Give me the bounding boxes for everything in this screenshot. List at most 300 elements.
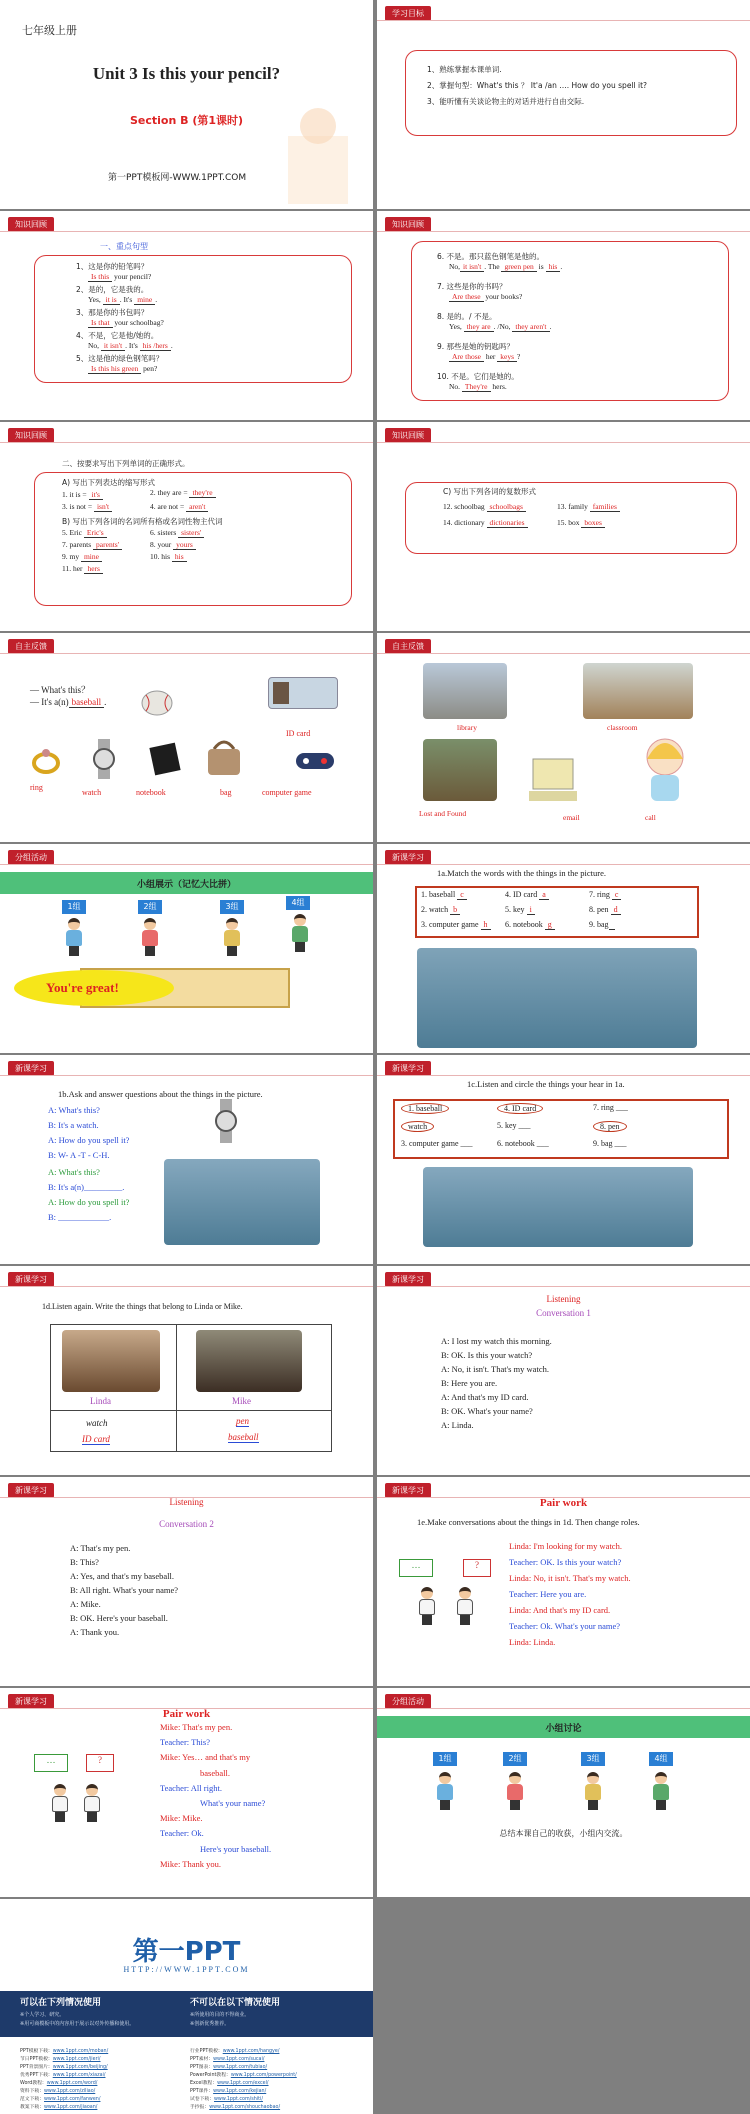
answer-blank: keys <box>497 352 517 362</box>
student-figure <box>50 1784 70 1822</box>
answer-blank: they are <box>464 322 494 332</box>
item-word: 7. ring <box>589 890 612 899</box>
sentence-en <box>88 272 151 281</box>
link-item[interactable] <box>190 2087 266 2094</box>
item-prompt: 6. sisters <box>150 528 179 537</box>
section-tag: 新课学习 <box>8 1272 54 1287</box>
exercise-item <box>443 518 528 527</box>
sentence-part: is <box>536 262 546 271</box>
item-prompt: 8. your <box>150 540 174 549</box>
answer-blank: a <box>539 890 549 900</box>
group-number: 1组 <box>62 900 86 914</box>
section-tag: 学习目标 <box>385 6 431 21</box>
id-card-image <box>268 677 338 709</box>
phone-girl-illustration <box>633 729 697 809</box>
sentence-part: hers. <box>490 382 507 391</box>
match-item <box>589 920 615 929</box>
answer-blank: schoolbags <box>487 502 526 512</box>
tag-divider <box>0 231 373 232</box>
section-tag: 新课学习 <box>385 1061 431 1076</box>
link-label: 教案下载： <box>20 2105 44 2110</box>
item-label: ring <box>30 783 43 792</box>
conversation-line: B: All right. What's your name? <box>70 1585 179 1595</box>
dialogue-line: A: How do you spell it? <box>48 1135 130 1145</box>
site-label: 第一PPT模板网-WWW.1PPT.COM <box>108 173 247 183</box>
slide-18-discussion[interactable] <box>377 1688 750 1897</box>
slide-5-review[interactable] <box>0 422 373 631</box>
section-tag: 知识回顾 <box>8 217 54 232</box>
circle-item: 3. computer game ___ <box>401 1139 473 1148</box>
match-item <box>421 920 491 929</box>
item-label: notebook <box>136 788 166 797</box>
computer-game-image <box>292 745 338 775</box>
person-name: Linda <box>90 1396 111 1406</box>
match-item <box>505 890 549 899</box>
match-item <box>421 890 467 899</box>
answer-blank: i <box>527 905 535 915</box>
item-prompt: 13. family <box>557 502 590 511</box>
conversation-line: A: And that's my ID card. <box>441 1392 529 1402</box>
section-tag: 自主反馈 <box>385 639 431 654</box>
slide-1-title[interactable] <box>0 0 373 209</box>
answer-blank: parents' <box>93 540 122 550</box>
link-url[interactable]: www.1ppt.com/xiazai/ <box>52 2073 106 2078</box>
exercise-title: 1d.Listen again. Write the things that belong to Linda or Mike. <box>42 1302 243 1311</box>
dialogue-line: Teacher: OK. Is this your watch? <box>509 1557 622 1567</box>
link-url[interactable]: www.1ppt.com/hangye/ <box>222 2049 280 2054</box>
brand-logo: 第一PPT <box>132 1937 241 1967</box>
item-word: 9. bag <box>589 920 609 929</box>
conversation-line: B: Here you are. <box>441 1378 498 1388</box>
sentence-en <box>449 292 522 301</box>
link-item[interactable] <box>20 2063 108 2070</box>
exercise-item <box>557 502 620 511</box>
slide-11-1b[interactable] <box>0 1055 373 1264</box>
answer-blank: Are those <box>449 352 484 362</box>
sentence-part: her <box>483 352 498 361</box>
ring-image <box>30 747 62 775</box>
classroom-photo <box>583 663 693 719</box>
answer-blank: they aren't <box>512 322 549 332</box>
dialogue-line: A: How do you spell it? <box>48 1197 130 1207</box>
exercise-title: 1c.Listen and circle the things your hear in 1a. <box>467 1079 625 1089</box>
tag-divider <box>0 1286 373 1287</box>
link-label: 试卷下载： <box>190 2097 214 2102</box>
link-url[interactable]: www.1ppt.com/word/ <box>46 2081 98 2086</box>
sentence-part: your schoolbag? <box>112 318 164 327</box>
student-figure <box>583 1772 603 1810</box>
link-label: PPT课件： <box>190 2089 214 2094</box>
exercise-item <box>62 502 112 511</box>
conversation-line: B: OK. Is this your watch? <box>441 1350 533 1360</box>
sentence-part: . It's <box>119 295 135 304</box>
link-url[interactable]: www.1ppt.com/shouchaobao/ <box>209 2105 281 2110</box>
teacher-illustration <box>268 96 358 206</box>
sentence-part: . <box>549 322 552 331</box>
circle-item: 4. ID card <box>497 1103 543 1114</box>
answer-blank: c <box>457 890 467 900</box>
answer-blank: mine <box>134 295 155 305</box>
exercise-item <box>557 518 605 527</box>
section-tag: 分组活动 <box>385 1694 431 1709</box>
slide-17-pairwork[interactable] <box>0 1688 373 1897</box>
answer-blank: it is <box>103 295 120 305</box>
belonging-item: watch <box>86 1418 108 1428</box>
link-item[interactable] <box>20 2079 97 2086</box>
conversation-line: A: No, it isn't. That's my watch. <box>441 1364 549 1374</box>
baseball-image <box>140 689 174 717</box>
item-prompt: 12. schoolbag <box>443 502 487 511</box>
sentence-cn: 1、这是你的铅笔吗？ <box>76 262 149 271</box>
item-prompt: 7. parents <box>62 540 94 549</box>
answer-blank: c <box>612 890 622 900</box>
link-item[interactable] <box>20 2087 95 2094</box>
dialogue-line: Teacher: Ok. What's your name? <box>509 1621 620 1631</box>
speech-bubble: … <box>399 1559 433 1577</box>
tag-divider <box>377 20 750 21</box>
sentence-part: Yes, <box>88 295 103 304</box>
answer-blank: they're <box>189 488 215 498</box>
sentence-en <box>88 295 157 304</box>
student-figure <box>455 1587 475 1625</box>
grade-label: 七年级上册 <box>22 24 77 37</box>
link-label: PPT图表： <box>190 2065 214 2070</box>
place-label: classroom <box>607 723 638 732</box>
match-item <box>505 905 535 914</box>
answer-blank: Are these <box>449 292 484 302</box>
section-tag: 新课学习 <box>385 850 431 865</box>
slide-13-1d[interactable] <box>0 1266 373 1475</box>
dialogue-line: A: What's this? <box>48 1167 100 1177</box>
link-url[interactable]: www.1ppt.com/ziliao/ <box>44 2089 96 2094</box>
student-figure <box>417 1587 437 1625</box>
slide-2-goals[interactable] <box>377 0 750 209</box>
dialogue-line: Teacher: Ok. <box>160 1828 204 1839</box>
link-item[interactable] <box>190 2063 267 2070</box>
answer-blank: Eric's <box>84 528 107 538</box>
place-label: call <box>645 813 656 822</box>
slide-19-credits[interactable] <box>0 1899 373 2114</box>
sentence-cn: 8. 是的。/ 不是。 <box>437 312 497 321</box>
goal-line: 1、熟练掌握本课单词. <box>427 65 502 74</box>
dialogue-line: What's your name? <box>200 1798 266 1808</box>
group-number: 1组 <box>433 1752 457 1766</box>
dialogue-line: Mike: Yes… and that's my <box>160 1752 251 1763</box>
answer-blank: Is this <box>88 272 112 282</box>
sentence-cn: 2、是的，它是我的。 <box>76 285 149 294</box>
person-name: Mike <box>232 1396 251 1406</box>
answer-blank: his <box>546 262 561 272</box>
sentence-en <box>449 262 562 271</box>
slide-7-feedback[interactable] <box>0 633 373 842</box>
tag-divider <box>377 1286 750 1287</box>
listening-heading: Listening <box>169 1497 204 1507</box>
goal-line: 2、掌握句型：What's this ？ It'a /an …. How do you spell it? <box>427 81 647 90</box>
link-item[interactable] <box>190 2047 279 2054</box>
answer-blank: it isn't <box>101 341 125 351</box>
dialogue-line: Linda: No, it isn't. That's my watch. <box>509 1573 631 1583</box>
place-label: library <box>457 723 477 732</box>
exercise-heading: 二、按要求写出下列单词的正确形式。 <box>62 459 190 468</box>
link-url[interactable]: www.1ppt.com/moban/ <box>52 2049 109 2054</box>
sentence-en <box>449 352 520 361</box>
group-number: 3组 <box>581 1752 605 1766</box>
lesson-title: Unit 3 Is this your pencil? <box>92 64 281 83</box>
item-prompt: 11. her <box>62 564 85 573</box>
circle-item: 7. ring ___ <box>593 1103 628 1112</box>
student-figure <box>505 1772 525 1810</box>
dialogue-line: Teacher: Here you are. <box>509 1589 587 1599</box>
slide-6-review[interactable] <box>377 422 750 631</box>
answer-blank: d <box>611 905 621 915</box>
slide-8-feedback[interactable] <box>377 633 750 842</box>
circle-item: 1. baseball <box>401 1103 449 1114</box>
link-url[interactable]: www.1ppt.com/fanwen/ <box>44 2097 101 2102</box>
link-label: Word教程： <box>20 2081 47 2086</box>
answer-prefix: — It's a(n) <box>30 697 69 707</box>
conversation-line: A: I lost my watch this morning. <box>441 1336 552 1346</box>
items-picture <box>417 948 697 1048</box>
sentence-part: . <box>155 295 158 304</box>
speech-bubble: ? <box>463 1559 491 1577</box>
item-prompt: 15. box <box>557 518 582 527</box>
dialogue-line: Mike: That's my pen. <box>160 1722 233 1732</box>
dialogue-line: B: ____________. <box>48 1212 112 1222</box>
group-number: 4组 <box>286 896 310 910</box>
tag-divider <box>377 653 750 654</box>
discussion-text: 总结本课自己的收获，小组内交流。 <box>499 1829 628 1838</box>
linda-photo <box>62 1330 160 1392</box>
empty-cell <box>377 1899 750 2114</box>
item-word: 4. ID card <box>505 890 540 899</box>
link-label: 范文下载： <box>20 2097 44 2102</box>
dialogue-line: baseball. <box>200 1767 230 1778</box>
link-item[interactable] <box>190 2071 297 2078</box>
speech-bubble: … <box>34 1754 68 1772</box>
bag-image <box>202 735 246 779</box>
circle-item: 8. pen <box>593 1121 627 1132</box>
tag-divider <box>0 864 373 865</box>
sentence-cn: 9. 那些是她的钥匙吗？ <box>437 342 515 351</box>
answer-text <box>30 697 106 707</box>
sentence-part: . It's <box>125 341 140 350</box>
table-divider <box>50 1410 332 1411</box>
circle-item: 5. key ___ <box>497 1121 531 1130</box>
item-word: 6. notebook <box>505 920 545 929</box>
link-label: 资料下载： <box>20 2089 44 2094</box>
slide-16-pairwork[interactable] <box>377 1477 750 1686</box>
link-item[interactable] <box>190 2079 269 2086</box>
link-url[interactable]: www.1ppt.com/jiaoan/ <box>44 2105 98 2110</box>
sentence-part: . /No, <box>493 322 513 331</box>
circle-item: 6. notebook ___ <box>497 1139 549 1148</box>
belonging-item: baseball <box>228 1432 259 1442</box>
usage-line: ※个人学习、研究。 <box>20 2012 65 2018</box>
banner-text: 小组展示（记忆大比拼） <box>136 880 236 890</box>
question-text: — What's this？ <box>30 685 90 695</box>
answer-blank: it isn't <box>460 262 484 272</box>
item-label: watch <box>82 788 102 797</box>
conversation-line: A: Mike. <box>70 1599 101 1609</box>
item-word: 2. watch <box>421 905 451 914</box>
link-item[interactable] <box>190 2055 264 2062</box>
dialogue-line: Teacher: All right. <box>160 1782 222 1793</box>
sentence-cn: 10. 不是。它们是她的。 <box>437 372 519 381</box>
place-label: Lost and Found <box>419 809 467 818</box>
match-item <box>589 905 621 914</box>
goals-box <box>405 50 737 136</box>
section-tag: 新课学习 <box>385 1272 431 1287</box>
match-item <box>505 920 555 929</box>
link-item[interactable] <box>190 2103 280 2110</box>
link-label: 优秀PPT下载： <box>20 2073 53 2078</box>
dialogue-line: Here's your baseball. <box>200 1843 272 1854</box>
conversation-line: A: Linda. <box>441 1420 474 1430</box>
lost-and-found-photo <box>423 739 497 801</box>
part-c-title: C) 写出下列各词的复数形式 <box>443 487 537 496</box>
answer-blank: h <box>481 920 491 930</box>
sentence-cn: 5、这是他的绿色钢笔吗？ <box>76 354 164 363</box>
tag-divider <box>0 653 373 654</box>
item-label: bag <box>220 788 232 797</box>
section-tag: 知识回顾 <box>385 217 431 232</box>
tag-divider <box>377 442 750 443</box>
exercise-item <box>62 528 107 537</box>
slide-12-1c[interactable] <box>377 1055 750 1264</box>
answer-blank: yours <box>173 540 196 550</box>
place-label: email <box>563 813 580 822</box>
slide-15-conversation2[interactable] <box>0 1477 373 1686</box>
link-item[interactable] <box>20 2095 100 2102</box>
sentence-part: Yes, <box>449 322 464 331</box>
link-url[interactable]: www.1ppt.com/beijing/ <box>52 2065 108 2070</box>
exercise-item <box>150 528 204 537</box>
circle-item: 9. bag ___ <box>593 1139 627 1148</box>
student-figure <box>435 1772 455 1810</box>
link-url[interactable]: www.1ppt.com/jieri/ <box>52 2057 101 2062</box>
item-prompt: 3. is not = <box>62 502 94 511</box>
answer-suffix: . <box>104 697 107 707</box>
sentence-heading: 一、重点句型 <box>100 242 148 251</box>
item-label: ID card <box>286 729 311 738</box>
section-tag: 新课学习 <box>385 1483 431 1498</box>
link-item[interactable] <box>20 2055 101 2062</box>
watch-image <box>208 1099 244 1143</box>
banner-text: 小组讨论 <box>545 1724 582 1734</box>
slide-10-1a[interactable] <box>377 844 750 1053</box>
dialogue-line: B: W- A -T - C-H. <box>48 1150 110 1160</box>
dialogue-line: B: It's a(n)_________. <box>48 1182 125 1192</box>
answer-blank: baseball <box>69 697 105 708</box>
link-url[interactable]: www.1ppt.com/sucai/ <box>213 2057 265 2062</box>
circle-item: watch <box>401 1121 434 1132</box>
sentence-part: ? <box>517 352 521 361</box>
dialogue-line: Linda: I'm looking for my watch. <box>509 1541 622 1551</box>
exercise-item <box>150 540 196 549</box>
link-label: PPT背景图片： <box>20 2065 53 2070</box>
answer-blank: Is this his green <box>88 364 141 374</box>
slide-3-review[interactable] <box>0 211 373 420</box>
mike-photo <box>196 1330 302 1392</box>
dialogue-line: Mike: Mike. <box>160 1813 203 1824</box>
tag-divider <box>377 1708 750 1709</box>
item-prompt: 1. it is = <box>62 490 89 499</box>
link-label: 手抄报： <box>190 2105 210 2110</box>
slide-14-conversation1[interactable] <box>377 1266 750 1475</box>
usage-line: ※所使用的目的不得商业。 <box>190 2012 250 2018</box>
link-item[interactable] <box>190 2095 263 2102</box>
item-prompt: 14. dictionary <box>443 518 487 527</box>
tag-divider <box>0 442 373 443</box>
belonging-item: ID card <box>82 1434 110 1444</box>
exercise-item <box>150 488 216 497</box>
answer-blank: his <box>172 552 187 562</box>
sentence-cn: 3、那是你的书包吗？ <box>76 308 149 317</box>
link-item[interactable] <box>20 2047 108 2054</box>
slide-9-group[interactable] <box>0 844 373 1053</box>
sentence-part: . <box>170 341 173 350</box>
conversation-line: B: OK. Here's your baseball. <box>70 1613 168 1623</box>
item-word: 1. baseball <box>421 890 458 899</box>
link-url[interactable]: www.1ppt.com/kejian/ <box>213 2089 267 2094</box>
sentence-en <box>88 364 157 373</box>
brand-url[interactable]: HTTP://WWW.1PPT.COM <box>123 1965 250 1974</box>
tag-divider <box>377 231 750 232</box>
answer-blank: They're <box>462 382 491 392</box>
sentence-part: No. <box>449 382 462 391</box>
sentence-part: . <box>560 262 563 271</box>
item-label: computer game <box>262 788 312 797</box>
part-a-title: A) 写出下列表达的缩写形式 <box>62 478 155 487</box>
link-url[interactable]: www.1ppt.com/shiti/ <box>214 2097 263 2102</box>
sentence-part: your books? <box>483 292 523 301</box>
speech-bubble: ? <box>86 1754 114 1772</box>
exercise-title: 1e.Make conversations about the things in 1d. Then change roles. <box>417 1517 640 1527</box>
item-prompt: 5. Eric <box>62 528 84 537</box>
item-word: 5. key <box>505 905 527 914</box>
sentence-part: No, <box>88 341 101 350</box>
dialogue-line: Mike: Thank you. <box>160 1858 221 1869</box>
conversation-heading: Conversation 1 <box>536 1308 591 1318</box>
conversation-line: A: Yes, and that's my baseball. <box>70 1571 174 1581</box>
pairwork-heading: Pair work <box>539 1497 588 1509</box>
sentence-part: pen? <box>141 364 158 373</box>
student-figure <box>82 1784 102 1822</box>
dialogue-line: Teacher: This? <box>160 1737 210 1748</box>
link-item[interactable] <box>20 2071 105 2078</box>
item-prompt: 2. they are = <box>150 488 190 497</box>
link-url[interactable]: www.1ppt.com/tubiao/ <box>213 2065 268 2070</box>
item-prompt: 10. his <box>150 552 172 561</box>
link-item[interactable] <box>20 2103 97 2110</box>
answer-blank: b <box>450 905 460 915</box>
dialogue-line: A: What's this? <box>48 1105 100 1115</box>
items-picture <box>423 1167 693 1247</box>
sentence-cn: 4、不是，它是他/她的。 <box>76 331 159 340</box>
part-b-title: B) 写出下列各词的名词所有格或名词性物主代词 <box>62 517 223 526</box>
dialogue-line: Linda: Linda. <box>509 1637 556 1647</box>
section-label: Section B (第1课时) <box>129 114 244 127</box>
link-label: PPT素材： <box>190 2057 214 2062</box>
exercise-title: 1a.Match the words with the things in the picture. <box>437 868 607 878</box>
link-url[interactable]: www.1ppt.com/excel/ <box>217 2081 269 2086</box>
table-divider <box>176 1324 177 1452</box>
slide-4-review[interactable] <box>377 211 750 420</box>
answer-blank: g <box>545 920 555 930</box>
link-url[interactable]: www.1ppt.com/powerpoint/ <box>230 2073 297 2078</box>
group-number: 4组 <box>649 1752 673 1766</box>
goal-line: 3、能听懂有关谈论物主的对话并进行自由交际. <box>427 97 585 106</box>
